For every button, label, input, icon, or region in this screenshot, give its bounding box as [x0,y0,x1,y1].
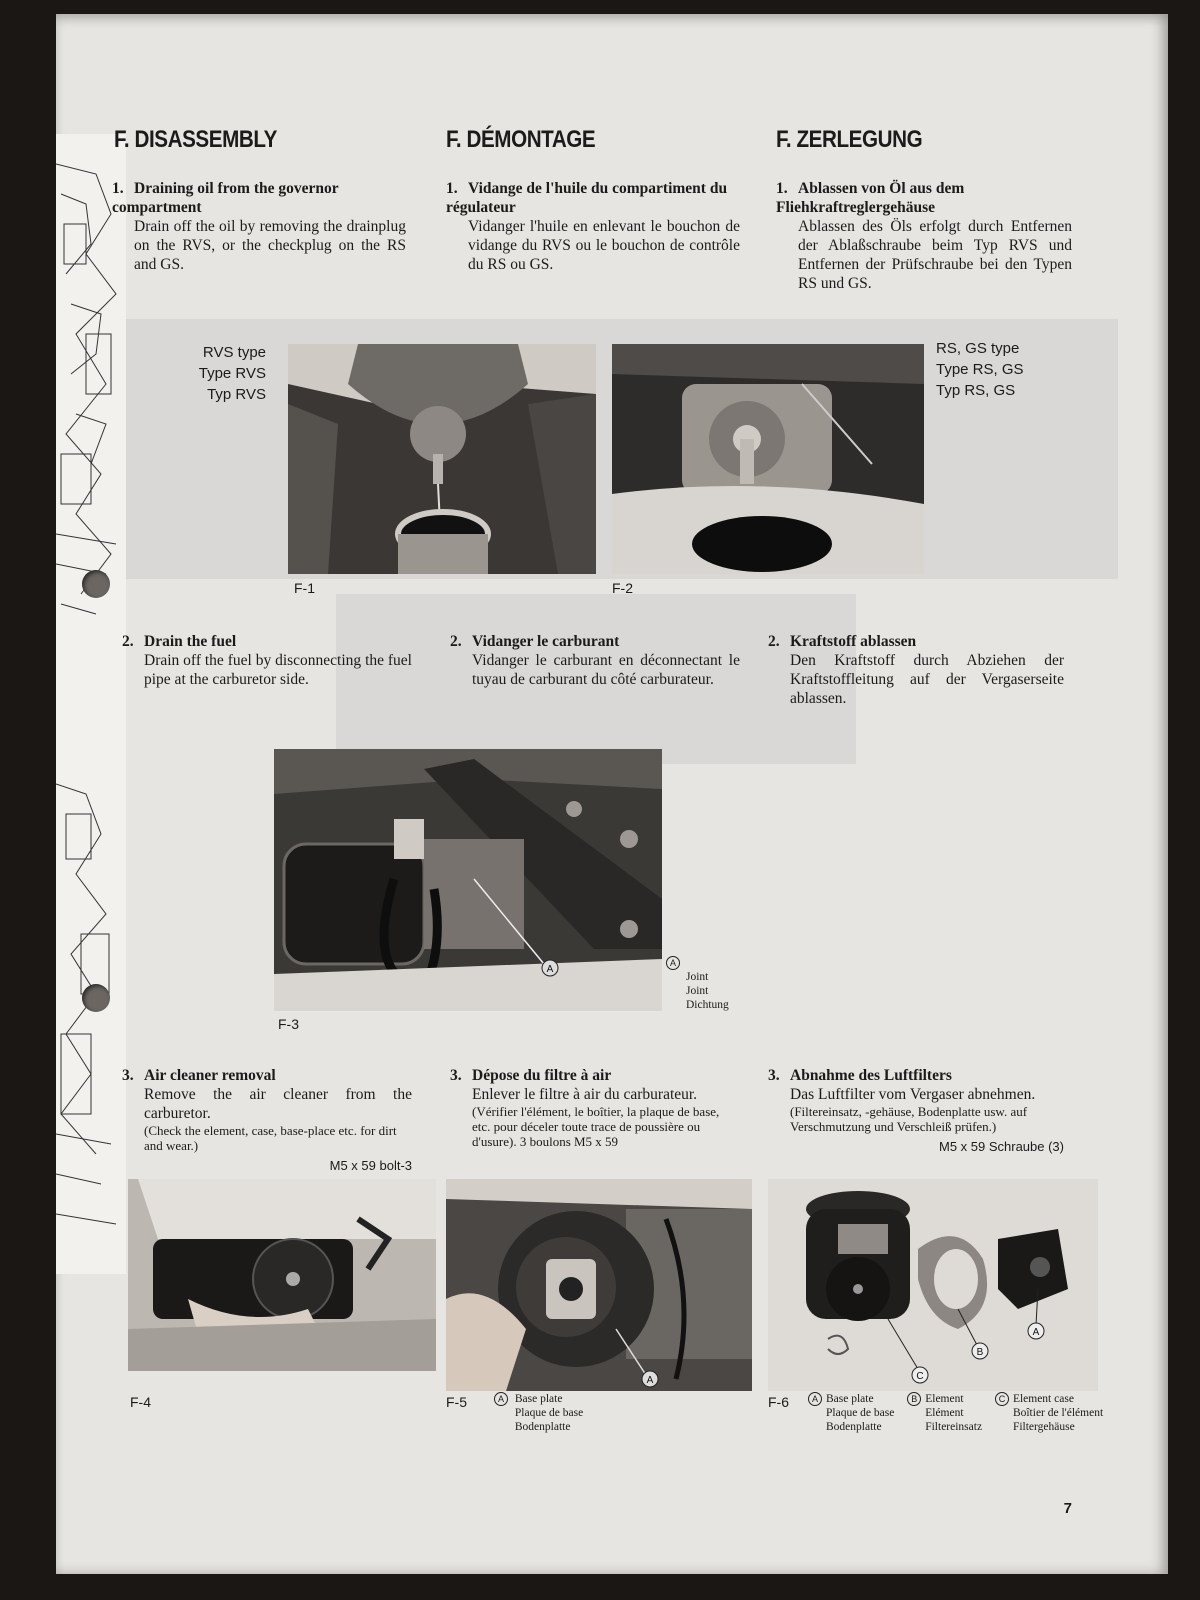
legend-line: Base plate [826,1393,874,1405]
legend-line: Bodenplatte [826,1421,882,1433]
legend-line: Joint [686,971,709,983]
step2-de [768,632,1064,708]
step3-de [768,1066,1064,1156]
photo-marker-c: C [916,1371,924,1382]
step-number: 2. [450,633,462,650]
step-title-text: Abnahme des Luftfilters [790,1067,952,1084]
step2-en [122,632,412,689]
type-label-line: RVS type [202,344,266,361]
step3-en-body: Remove the air cleaner from the carburetor. [144,1086,412,1122]
legend-line: Plaque de base [826,1407,895,1419]
legend-marker: B [907,1392,921,1406]
photo-f3-fuel-pipe [274,749,662,1011]
step-number: 1. [112,180,124,197]
legend-line: Boîtier de l'élément [1012,1407,1104,1419]
figure-label-f3: F-3 [278,1016,299,1032]
step-title-text: Drain the fuel [144,633,237,650]
photo-f4-air-cleaner [128,1179,436,1371]
legend-line: Joint [686,985,709,997]
step-title-text: Ablassen von Öl aus dem Fliehkraftreglergehäuse [776,180,965,216]
legend-line: Dichtung [686,999,729,1011]
step1-en [112,179,406,274]
step-title-text: Kraftstoff ablassen [790,633,917,650]
rvs-type-label [186,342,266,405]
binding-hole-bottom [82,984,110,1012]
step1-de-body: Ablassen des Öls erfolgt durch Entfernen der Ablaßschraube beim Typ RVS und Entfernen der Prüfschraube bei den Typen RS und GS. [798,218,1072,292]
step-number: 2. [768,633,780,650]
step3-de-title [768,1066,1064,1085]
adjacent-page-drawing [56,134,126,1274]
binding-hole-top [82,570,110,598]
page-number: 7 [1063,1500,1072,1517]
heading-disassembly-en: F. DISASSEMBLY [114,126,277,153]
figure-label-f4: F-4 [130,1394,151,1410]
photo-marker-a: A [646,1375,654,1386]
step3-de-body: Das Luftfilter vom Vergaser abnehmen. [790,1086,1036,1103]
legend-line: Element case [1012,1393,1074,1405]
f6-legend-a [808,1392,894,1434]
step-title-text: Vidanger le carburant [472,633,620,650]
step-number: 1. [776,180,788,197]
step3-en [122,1066,412,1175]
step-title-text: Draining oil from the governor compartment [112,180,339,216]
figure-label-f5: F-5 [446,1394,467,1410]
step3-en-title [122,1066,412,1085]
step3-de-note: (Filtereinsatz, -gehäuse, Bodenplatte usw. auf Verschmutzung und Verschleiß prüfen.) [790,1104,1028,1134]
rsgs-type-label [936,338,1024,401]
manual-page [56,14,1168,1574]
step2-de-title [768,632,1064,651]
step2-de-body: Den Kraftstoff durch Abziehen der Kraftstoffleitung auf der Vergaserseite ablassen. [790,652,1064,707]
step1-fr-title [446,179,740,217]
f6-legend-b [907,1392,982,1434]
step-title-text: Dépose du filtre à air [472,1067,612,1084]
heading-disassembly-fr: F. DÉMONTAGE [446,126,596,153]
legend-line: Plaque de base [514,1407,584,1419]
photo-marker-b: B [976,1347,984,1358]
legend-marker: A [494,1392,508,1406]
step3-fr [450,1066,740,1149]
photo-f1-rvs-oil-drain [288,344,596,574]
photo-marker-a: A [1032,1327,1040,1338]
step3-en-spec: M5 x 59 bolt-3 [329,1158,412,1173]
step3-fr-body: Enlever le filtre à air du carburateur. [472,1086,698,1103]
photo-marker-a: A [546,964,554,975]
step1-de [776,179,1072,293]
type-label-line: RS, GS type [936,340,1020,357]
f3-legend [666,956,729,1012]
f5-legend [494,1392,583,1434]
photo-f6-exploded-air-cleaner [768,1179,1098,1391]
legend-marker: A [808,1392,822,1406]
photo-f5-base-plate [446,1179,752,1391]
step3-fr-note: (Vérifier l'élément, le boîtier, la plaque de base, etc. pour déceler toute trace de poussière ou d'usure). 3 boulons M5 x 59 [472,1104,720,1149]
step-number: 2. [122,633,134,650]
step-number: 3. [768,1067,780,1084]
type-label-line: Typ RS, GS [936,382,1016,399]
legend-line: Filtergehäuse [1012,1421,1075,1433]
heading-disassembly-de: F. ZERLEGUNG [776,126,923,153]
f6-legend [808,1392,1158,1434]
figure-label-f2: F-2 [612,580,633,596]
step2-fr-title [450,632,740,651]
type-label-line: Type RVS [198,365,266,382]
legend-line: Base plate [514,1393,563,1405]
step1-fr [446,179,740,274]
legend-line: Elément [925,1407,964,1419]
step2-en-body: Drain off the fuel by disconnecting the fuel pipe at the carburetor side. [144,652,412,688]
step2-fr-body: Vidanger le carburant en déconnectant le tuyau de carburant du côté carburateur. [472,652,740,688]
photo-f2-rsgs-check-plug [612,344,924,574]
type-label-line: Type RS, GS [936,361,1024,378]
figure-label-f1: F-1 [294,580,315,596]
step-title-text: Air cleaner removal [144,1067,276,1084]
legend-marker: A [666,956,680,970]
legend-marker: C [995,1392,1009,1406]
step2-en-title [122,632,412,651]
step-title-text: Vidange de l'huile du compartiment du régulateur [446,180,728,216]
step3-en-note: (Check the element, case, base-place etc. for dirt and wear.) [144,1123,397,1153]
figure-label-f6: F-6 [768,1394,789,1410]
step1-en-title [112,179,406,217]
step3-fr-title [450,1066,740,1085]
step1-de-title [776,179,1072,217]
f6-legend-c [995,1392,1103,1434]
step-number: 1. [446,180,458,197]
step-number: 3. [122,1067,134,1084]
step1-fr-body: Vidanger l'huile en enlevant le bouchon de vidange du RVS ou le bouchon de contrôle du RS ou GS. [468,218,740,273]
step1-en-body: Drain off the oil by removing the drainplug on the RVS, or the checkplug on the RS and GS. [134,218,406,273]
type-label-line: Typ RVS [207,386,266,403]
legend-line: Filtereinsatz [925,1421,983,1433]
step-number: 3. [450,1067,462,1084]
legend-line: Element [925,1393,964,1405]
step2-fr [450,632,740,689]
step3-de-spec: M5 x 59 Schraube (3) [938,1139,1064,1154]
legend-line: Bodenplatte [514,1421,571,1433]
